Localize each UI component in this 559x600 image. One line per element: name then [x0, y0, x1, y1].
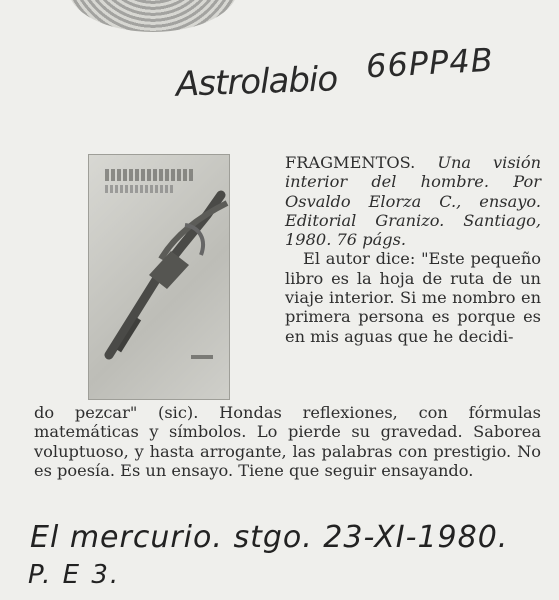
handwritten-page-ref: P. E 3. — [28, 560, 121, 590]
book-subtitle: Una visión interior del hombre. — [285, 153, 541, 192]
handwritten-section-label: Astrolabio — [175, 59, 338, 105]
book-byline: Por Osvaldo Elorza C., ensayo. Editorial Granizo. Santiago, 1980. 76 págs. — [285, 172, 541, 250]
book-cover-image — [88, 154, 230, 400]
review-paragraph-continued: do pezcar" (sic). Hondas reflexiones, con fórmulas matemáticas y símbolos. Lo pierde su gravedad. Saborea voluptuoso, y hasta arrogante, las palabras con prestigio. No es poesía. Es un ensayo. Tiene que seguir ensayando. — [34, 403, 541, 480]
cover-illustration — [89, 155, 229, 399]
review-paragraph-start: El autor dice: "Este pequeño libro es la hoja de ruta de un viaje interior. Si me nombro en primera persona es porque es en mis aguas que he decidi- — [285, 249, 541, 346]
book-citation — [285, 153, 541, 249]
library-stamp — [68, 0, 238, 32]
handwritten-catalog-code: 66PP4B — [365, 40, 495, 86]
review-right-column — [285, 153, 541, 346]
handwritten-source: El mercurio. stgo. 23-XI-1980. — [30, 520, 509, 555]
book-title: FRAGMENTOS. — [285, 153, 416, 172]
